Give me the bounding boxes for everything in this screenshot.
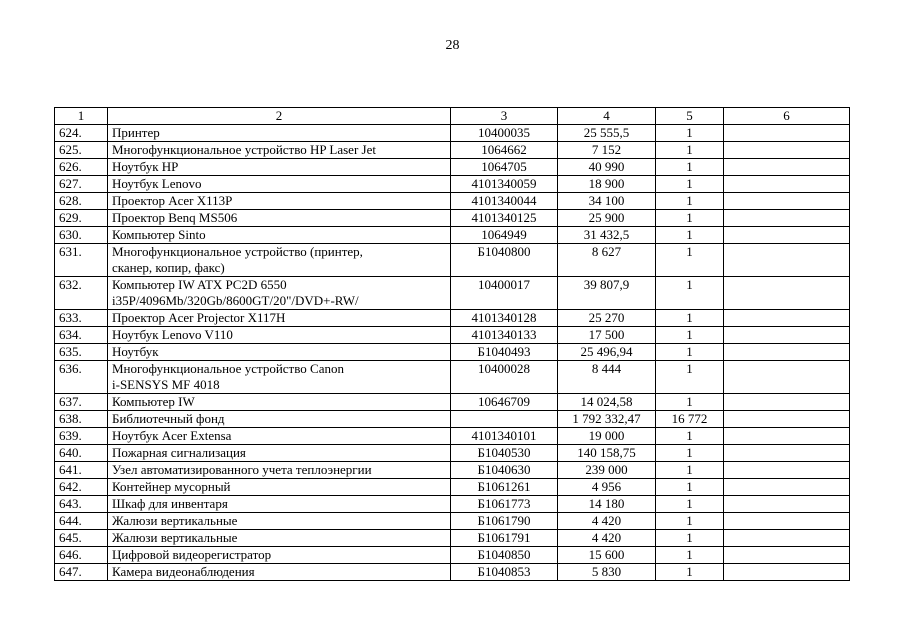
item-name-cell [108,462,451,479]
table-row [55,277,850,310]
item-name-line: Узел автоматизированного учета теплоэнергии [112,462,372,477]
quantity-cell: 1 [656,176,724,193]
row-number-cell: 639. [55,428,108,445]
price-cell: 4 956 [558,479,656,496]
inventory-code-cell: 4101340059 [451,176,558,193]
quantity-cell: 1 [656,394,724,411]
price-cell: 15 600 [558,547,656,564]
price-cell: 5 830 [558,564,656,581]
table-row [55,344,850,361]
row-number-cell: 626. [55,159,108,176]
inventory-code-cell: Б1061790 [451,513,558,530]
quantity-cell: 1 [656,445,724,462]
quantity-cell: 1 [656,479,724,496]
note-cell [724,176,850,193]
price-cell: 34 100 [558,193,656,210]
item-name-cell [108,547,451,564]
item-name-line: Проектор Acer X113P [112,193,233,208]
note-cell [724,547,850,564]
note-cell [724,142,850,159]
item-name-line: Принтер [112,125,160,140]
inventory-code-cell: 1064949 [451,227,558,244]
quantity-cell: 1 [656,564,724,581]
item-name-line: i-SENSYS MF 4018 [112,377,220,392]
table-row [55,428,850,445]
table-row [55,394,850,411]
price-cell: 4 420 [558,530,656,547]
item-name-line: Пожарная сигнализация [112,445,246,460]
price-cell: 8 627 [558,244,656,277]
table-row [55,327,850,344]
inventory-code-cell: 10400035 [451,125,558,142]
inventory-code-cell: Б1040800 [451,244,558,277]
quantity-cell: 1 [656,142,724,159]
item-name-line: Ноутбук Acer Extensa [112,428,232,443]
item-name-line: Цифровой видеорегистратор [112,547,272,562]
row-number-cell: 632. [55,277,108,310]
page-number: 28 [445,38,460,53]
item-name-cell [108,193,451,210]
row-number-cell: 646. [55,547,108,564]
inventory-code-cell: 10400017 [451,277,558,310]
inventory-code-cell: 1064662 [451,142,558,159]
row-number-cell: 631. [55,244,108,277]
price-cell: 25 900 [558,210,656,227]
inventory-code-cell [451,411,558,428]
item-name-cell [108,428,451,445]
item-name-cell [108,227,451,244]
item-name-cell [108,277,451,310]
quantity-cell: 1 [656,530,724,547]
item-name-line: Библиотечный фонд [112,411,225,426]
item-name-cell [108,159,451,176]
note-cell [724,479,850,496]
inventory-code-cell: Б1040493 [451,344,558,361]
quantity-cell: 1 [656,210,724,227]
item-name-line: Ноутбук [112,344,159,359]
header-cell: 2 [108,108,451,125]
table-header-row [55,108,850,125]
table-body [55,125,850,581]
table-row [55,496,850,513]
inventory-code-cell: Б1061773 [451,496,558,513]
item-name-cell [108,479,451,496]
table-row [55,142,850,159]
note-cell [724,445,850,462]
item-name-cell [108,564,451,581]
item-name-cell [108,210,451,227]
note-cell [724,411,850,428]
price-cell: 14 024,58 [558,394,656,411]
table-row [55,411,850,428]
quantity-cell: 1 [656,513,724,530]
note-cell [724,361,850,394]
price-cell: 40 990 [558,159,656,176]
inventory-code-cell: 4101340101 [451,428,558,445]
quantity-cell: 1 [656,125,724,142]
table-row [55,310,850,327]
quantity-cell: 1 [656,159,724,176]
item-name-line: Проектор Acer Projector X117H [112,310,286,325]
row-number-cell: 630. [55,227,108,244]
note-cell [724,159,850,176]
inventory-code-cell: 10646709 [451,394,558,411]
table-row [55,210,850,227]
item-name-line: Проектор Benq MS506 [112,210,238,225]
row-number-cell: 629. [55,210,108,227]
table-row [55,547,850,564]
row-number-cell: 627. [55,176,108,193]
item-name-line: i35P/4096Mb/320Gb/8600GT/20"/DVD+-RW/ [112,293,359,308]
quantity-cell: 1 [656,193,724,210]
inventory-code-cell: Б1061791 [451,530,558,547]
price-cell: 140 158,75 [558,445,656,462]
row-number-cell: 640. [55,445,108,462]
quantity-cell: 1 [656,428,724,445]
note-cell [724,277,850,310]
item-name-line: Многофункциональное устройство Canon [112,361,344,376]
quantity-cell: 1 [656,227,724,244]
price-cell: 14 180 [558,496,656,513]
note-cell [724,462,850,479]
item-name-cell [108,394,451,411]
price-cell: 19 000 [558,428,656,445]
table-row [55,361,850,394]
row-number-cell: 624. [55,125,108,142]
item-name-cell [108,513,451,530]
table-row [55,462,850,479]
header-cell: 4 [558,108,656,125]
row-number-cell: 634. [55,327,108,344]
item-name-cell [108,176,451,193]
item-name-cell [108,142,451,159]
price-cell: 8 444 [558,361,656,394]
item-name-line: Шкаф для инвентаря [112,496,228,511]
header-cell: 5 [656,108,724,125]
item-name-line: Жалюзи вертикальные [112,513,238,528]
price-cell: 239 000 [558,462,656,479]
quantity-cell: 1 [656,244,724,277]
quantity-cell: 1 [656,547,724,564]
item-name-cell [108,411,451,428]
row-number-cell: 638. [55,411,108,428]
inventory-code-cell: 4101340044 [451,193,558,210]
item-name-line: Контейнер мусорный [112,479,231,494]
inventory-code-cell: Б1040530 [451,445,558,462]
item-name-line: Камера видеонаблюдения [112,564,255,579]
row-number-cell: 637. [55,394,108,411]
inventory-code-cell: 4101340133 [451,327,558,344]
row-number-cell: 635. [55,344,108,361]
item-name-cell [108,344,451,361]
note-cell [724,210,850,227]
note-cell [724,564,850,581]
note-cell [724,344,850,361]
row-number-cell: 642. [55,479,108,496]
item-name-cell [108,327,451,344]
price-cell: 39 807,9 [558,277,656,310]
quantity-cell: 1 [656,496,724,513]
table-row [55,530,850,547]
item-name-line: Многофункциональное устройство HP Laser Jet [112,142,376,157]
inventory-code-cell: 4101340125 [451,210,558,227]
price-cell: 18 900 [558,176,656,193]
item-name-cell [108,530,451,547]
inventory-code-cell: Б1061261 [451,479,558,496]
note-cell [724,244,850,277]
price-cell: 25 270 [558,310,656,327]
note-cell [724,496,850,513]
table-row [55,445,850,462]
quantity-cell: 1 [656,344,724,361]
table-row [55,159,850,176]
item-name-line: Многофункциональное устройство (принтер, [112,244,363,259]
item-name-line: Компьютер IW ATX PC2D 6550 [112,277,287,292]
item-name-line: Ноутбук HP [112,159,179,174]
table-row [55,176,850,193]
quantity-cell: 1 [656,277,724,310]
item-name-cell [108,125,451,142]
quantity-cell: 16 772 [656,411,724,428]
header-cell: 1 [55,108,108,125]
row-number-cell: 628. [55,193,108,210]
row-number-cell: 633. [55,310,108,327]
header-cell: 3 [451,108,558,125]
inventory-code-cell: 1064705 [451,159,558,176]
item-name-line: сканер, копир, факс) [112,260,225,275]
price-cell: 25 496,94 [558,344,656,361]
item-name-cell [108,445,451,462]
quantity-cell: 1 [656,310,724,327]
price-cell: 4 420 [558,513,656,530]
inventory-code-cell: 4101340128 [451,310,558,327]
header-cell: 6 [724,108,850,125]
item-name-line: Ноутбук Lenovo [112,176,202,191]
table-row [55,227,850,244]
row-number-cell: 643. [55,496,108,513]
table-row [55,479,850,496]
item-name-cell [108,244,451,277]
table-row [55,564,850,581]
table-row [55,193,850,210]
note-cell [724,530,850,547]
inventory-table [54,107,850,581]
note-cell [724,193,850,210]
row-number-cell: 625. [55,142,108,159]
inventory-code-cell: 10400028 [451,361,558,394]
table-row [55,244,850,277]
item-name-cell [108,361,451,394]
note-cell [724,428,850,445]
row-number-cell: 645. [55,530,108,547]
note-cell [724,327,850,344]
note-cell [724,310,850,327]
item-name-cell [108,496,451,513]
price-cell: 17 500 [558,327,656,344]
note-cell [724,125,850,142]
inventory-code-cell: Б1040850 [451,547,558,564]
row-number-cell: 644. [55,513,108,530]
row-number-cell: 636. [55,361,108,394]
item-name-cell [108,310,451,327]
table-row [55,513,850,530]
price-cell: 31 432,5 [558,227,656,244]
row-number-cell: 647. [55,564,108,581]
table-row [55,125,850,142]
quantity-cell: 1 [656,462,724,479]
note-cell [724,394,850,411]
price-cell: 7 152 [558,142,656,159]
quantity-cell: 1 [656,327,724,344]
item-name-line: Жалюзи вертикальные [112,530,238,545]
quantity-cell: 1 [656,361,724,394]
price-cell: 1 792 332,47 [558,411,656,428]
price-cell: 25 555,5 [558,125,656,142]
inventory-code-cell: Б1040630 [451,462,558,479]
item-name-line: Компьютер Sinto [112,227,206,242]
note-cell [724,513,850,530]
note-cell [724,227,850,244]
inventory-code-cell: Б1040853 [451,564,558,581]
row-number-cell: 641. [55,462,108,479]
item-name-line: Компьютер IW [112,394,195,409]
item-name-line: Ноутбук Lenovo V110 [112,327,233,342]
